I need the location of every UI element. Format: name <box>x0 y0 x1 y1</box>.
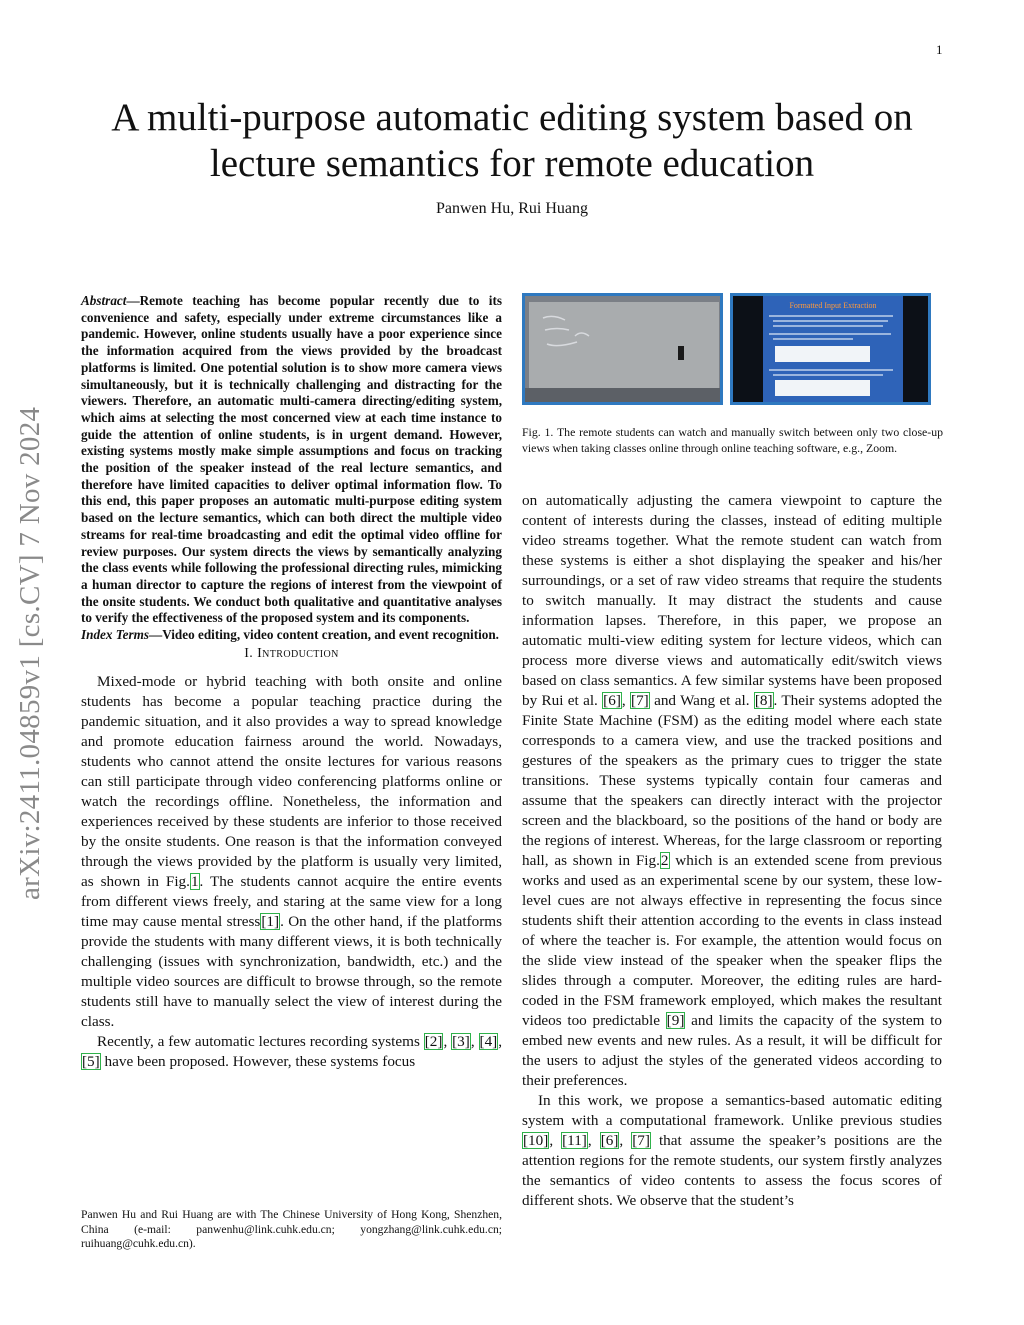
citation-link[interactable]: [6] <box>603 692 621 709</box>
text-run: and limits the capacity of the system to embed new events and new rules. As a result, it will be difficult for the users to adjust the styles of the generated videos according to their preferences. <box>522 1012 942 1089</box>
citation-link[interactable]: [7] <box>632 1132 650 1149</box>
text-run: In this work, we propose a semantics-based automatic editing system with a computational framework. Unlike previous studies <box>522 1092 942 1129</box>
page-number: 1 <box>936 42 943 57</box>
right-paragraph-1 <box>522 491 942 1091</box>
text-run: Recently, a few automatic lectures recording systems <box>97 1032 424 1050</box>
right-column <box>522 491 942 1211</box>
left-column <box>81 293 502 1072</box>
text-run: on automatically adjusting the camera viewpoint to capture the content of interests during the classes, instead of editing multiple video streams together. What the remote student can watch from these systems is either a shot displaying the speaker and his/her surroundings, or a set of raw video streams that require the students to switch manually. It may distract the students and cause information lapses. Therefore, in this paper, we propose an automatic multi-view editing system for lecture videos, which can process more diverse views and automatically edit/switch views based on class semantics. A few similar systems have been proposed by Rui et al. <box>522 492 942 709</box>
citation-link[interactable]: [9] <box>666 1012 685 1029</box>
abstract <box>81 293 502 627</box>
citation-link[interactable]: [4] <box>479 1032 498 1050</box>
arxiv-identifier: arXiv:2411.04859v1 [cs.CV] 7 Nov 2024 <box>14 406 46 900</box>
text-run: , <box>470 1032 479 1050</box>
citation-link[interactable]: [2] <box>424 1032 443 1050</box>
text-run: that assume the speaker’s positions are the attention regions for the remote students, our system firstly analyzes the semantics of video contents to assess the focus scores of different shots. We observe that the student’s <box>522 1132 943 1209</box>
text-run: , <box>549 1132 562 1149</box>
abstract-lead: Abstract <box>81 293 127 308</box>
section-title: Introduction <box>257 645 339 661</box>
intro-paragraph-2 <box>81 1032 502 1072</box>
text-run: , <box>621 692 631 709</box>
figure-classroom-view <box>522 293 723 405</box>
section-heading <box>81 644 502 664</box>
text-run: . The students cannot acquire the entire events from different views freely, and staring at the same view for a long time may cause mental stress <box>81 872 503 930</box>
text-run: , <box>498 1032 503 1050</box>
citation-link[interactable]: [10] <box>523 1132 549 1149</box>
citation-link[interactable]: [7] <box>631 692 649 709</box>
index-terms-lead: Index Terms <box>81 627 150 643</box>
text-run: have been proposed. However, these systems focus <box>100 1052 416 1070</box>
slide-image <box>733 296 928 402</box>
index-terms-text: —Video editing, video content creation, and event recognition. <box>149 627 499 643</box>
text-run: , <box>443 1032 452 1050</box>
citation-link[interactable]: [1] <box>261 912 280 930</box>
text-run: and Wang et al. <box>649 692 754 709</box>
text-run: which is an extended scene from previous works and used as an experimental scene by our system, these low-level cues are not always effective in representing the focus since students shift their attention according to the events in class instead of where the teacher is. For example, the attention would focus on the slide view instead of the speaker when the speaker flips the slides through a computer. Moreover, the editing rules are hard-coded in the FSM framework employed, which makes the resultant videos too predictable <box>522 852 942 1029</box>
text-run: . Their systems adopted the Finite State Machine (FSM) as the editing model where each state corresponds to a camera view, and use the tracked positions and gestures of the speakers as the primary cues to trigger the state transitions. These systems typically contain four cameras and assume that the speakers can directly interact with the projector screen and the blackboard, so the positions of the hand or body are the regions of interest. Whereas, for the large classroom or reporting hall, as shown in Fig. <box>522 692 943 869</box>
paper-authors: Panwen Hu, Rui Huang <box>436 200 588 217</box>
abstract-text: —Remote teaching has become popular recently due to its convenience and safety, especially under extreme circumstances like a pandemic. However, online students usually have a poor experience since the information acquired from the views provided by the broadcast platforms is limited. One potential solution is to show more camera views simultaneously, but it is technically challenging and distracting for the viewers. Therefore, an automatic multi-camera directing/editing system, which aims at selecting the most concerned view at each time instance to guide the attention of online students, is in urgent demand. However, existing systems mostly make simple assumptions and focus on tracking the position of the speaker instead of the real lecture semantics, and therefore have limited capacities to deliver optimal information flow. To this end, this paper proposes an automatic multi-purpose editing system based on the lecture semantics, which can both direct the multiple video streams for real-time broadcasting and edit the optimal video offline for review purposes. Our system directs the views by semantically analyzing the class events while following the professional directing rules, mimicking a human director to capture the regions of interest from the viewpoint of the onsite students. We conduct both qualitative and quantitative analyses to verify the effectiveness of the proposed system and its components. <box>81 293 502 626</box>
citation-link[interactable]: [6] <box>600 1132 619 1149</box>
text-run: , <box>587 1132 600 1149</box>
text-run: . On the other hand, if the platforms provide the students with many different views, it is both technically challenging (issues with synchronization, bandwidth, etc.) and the multiple video sources are difficult to browse through, so the remote students still have to manually select the view of interest during the class. <box>81 912 502 1030</box>
citation-link[interactable]: [5] <box>82 1052 100 1070</box>
citation-link[interactable]: [8] <box>754 692 773 709</box>
text-run: Mixed-mode or hybrid teaching with both onsite and online students has become a popular teaching practice during the pandemic situation, and it also provides a way to spread knowledge and promote education fairness around the world. Nowadays, students who cannot attend the onsite lectures for various reasons can still participate through video conferencing platforms online or watch the recordings offline. Nonetheless, the information and experiences received by these students are inferior to those received by the onsite students. One reason is that the information conveyed through the views provided by the platform is usually very limited, as shown in Fig. <box>81 672 502 890</box>
figure-slide-view <box>730 293 931 405</box>
right-paragraph-2 <box>522 1091 942 1211</box>
index-terms <box>81 627 502 644</box>
citation-link[interactable]: [3] <box>452 1032 470 1050</box>
section-number: I. <box>244 645 254 661</box>
citation-link[interactable]: [11] <box>562 1132 587 1149</box>
figure-caption: Fig. 1. The remote students can watch and manually switch between only two close-up views when taking classes online through online teaching software, e.g., Zoom. <box>522 425 943 455</box>
fig-ref-link[interactable]: 1 <box>190 872 199 890</box>
slide-heading: Formatted Input Extraction <box>789 301 877 310</box>
text-run: , <box>619 1132 632 1149</box>
intro-paragraph-1 <box>81 672 502 1032</box>
fig-ref-link[interactable]: 2 <box>660 852 669 869</box>
classroom-image <box>525 296 720 402</box>
paper-title: A multi-purpose automatic editing system based on lecture semantics for remote education <box>111 96 913 185</box>
author-footnote: Panwen Hu and Rui Huang are with The Chinese University of Hong Kong, Shenzhen, China (e-mail: panwenhu@link.cuhk.edu.cn; yongzhang@link.cuhk.edu.cn; ruihuang@cuhk.edu.cn). <box>81 1208 502 1250</box>
